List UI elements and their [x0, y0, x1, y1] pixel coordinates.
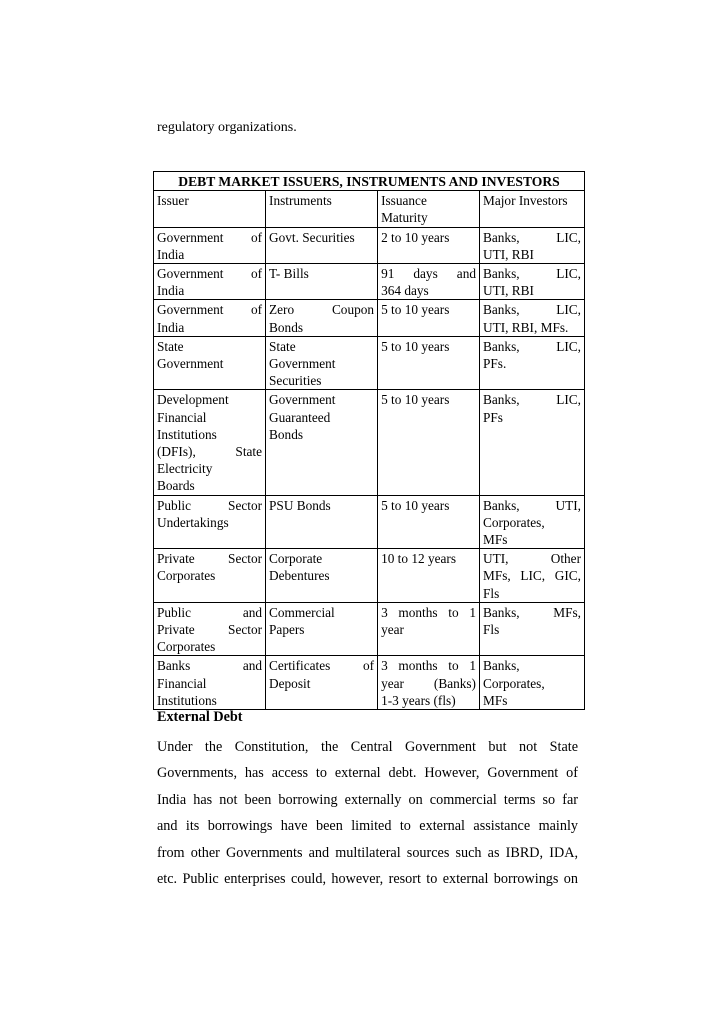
cell-line: MFs	[483, 692, 508, 708]
cell-line: India	[157, 283, 185, 299]
cell-line: Banks, LIC,	[483, 229, 581, 245]
table-row	[154, 656, 585, 710]
cell-line: Zero Coupon	[269, 302, 375, 318]
header-investors: Major Investors	[480, 191, 585, 227]
instrument-cell	[266, 264, 378, 300]
cell-line: Banks, MFs,	[483, 604, 581, 620]
cell-line: Papers	[269, 622, 305, 638]
header-maturity-line: Maturity	[381, 210, 428, 226]
issuer-cell	[154, 300, 266, 336]
header-maturity	[378, 191, 480, 227]
cell-line: 1-3 years (fls)	[381, 692, 456, 708]
investors-cell	[480, 264, 585, 300]
issuer-cell	[154, 390, 266, 495]
cell-line: Undertakings	[157, 514, 229, 530]
investors-cell	[480, 495, 585, 549]
investors-cell	[480, 227, 585, 263]
maturity-cell	[378, 390, 480, 495]
cell-line: 3 months to 1	[381, 604, 476, 620]
section-heading: External Debt	[157, 709, 243, 725]
cell-line: Boards	[157, 478, 195, 494]
table-row	[154, 602, 585, 656]
maturity-cell	[378, 602, 480, 656]
issuer-cell	[154, 227, 266, 263]
cell-line: 2 to 10 years	[381, 229, 450, 245]
cell-line: Securities	[269, 373, 322, 389]
table-body	[154, 227, 585, 709]
cell-line: Banks, LIC,	[483, 392, 581, 408]
maturity-cell	[378, 495, 480, 549]
cell-line: Corporates	[157, 639, 216, 655]
maturity-cell	[378, 227, 480, 263]
cell-line: Corporates,	[483, 675, 545, 691]
cell-line: Banks, LIC,	[483, 266, 581, 282]
cell-line: MFs	[483, 532, 508, 548]
cell-line: 364 days	[381, 283, 429, 299]
cell-line: Government of	[157, 266, 263, 282]
cell-line: 10 to 12 years	[381, 551, 457, 567]
table-row	[154, 336, 585, 390]
cell-line: Banks and	[157, 658, 263, 674]
cell-line: 91 days and	[381, 266, 476, 282]
cell-line: Institutions	[157, 426, 217, 442]
investors-cell	[480, 656, 585, 710]
cell-line: Corporate	[269, 551, 323, 567]
cell-line: Guaranteed	[269, 409, 331, 425]
cell-line: (DFIs), State	[157, 444, 263, 460]
header-issuer: Issuer	[154, 191, 266, 227]
cell-line: Fls	[483, 622, 500, 638]
maturity-cell	[378, 300, 480, 336]
issuer-cell	[154, 495, 266, 549]
debt-market-table	[153, 171, 585, 710]
instrument-cell	[266, 549, 378, 603]
cell-line: Government of	[157, 302, 263, 318]
body-paragraph	[157, 734, 578, 892]
table-row	[154, 390, 585, 495]
cell-line: Deposit	[269, 675, 311, 691]
investors-cell	[480, 602, 585, 656]
cell-line: India	[157, 246, 185, 262]
body-line: etc. Public enterprises could, however, resort to external borrowings on	[157, 871, 578, 888]
cell-line: Corporates,	[483, 514, 545, 530]
investors-cell	[480, 549, 585, 603]
instrument-cell	[266, 602, 378, 656]
cell-line: Public Sector	[157, 497, 263, 513]
cell-line: Government	[269, 392, 336, 408]
cell-line: Electricity	[157, 461, 213, 477]
cell-line: Banks, LIC,	[483, 302, 581, 318]
investors-cell	[480, 390, 585, 495]
cell-line: Government of	[157, 229, 263, 245]
cell-line: India	[157, 319, 185, 335]
header-maturity-line: Issuance	[381, 193, 427, 209]
cell-line: PFs.	[483, 356, 507, 372]
investors-cell	[480, 300, 585, 336]
cell-line: UTI, RBI, MFs.	[483, 319, 569, 335]
intro-text: regulatory organizations.	[157, 120, 297, 135]
issuer-cell	[154, 602, 266, 656]
issuer-cell	[154, 656, 266, 710]
cell-line: UTI, Other	[483, 551, 581, 567]
cell-line: Government	[269, 356, 336, 372]
cell-line: 3 months to 1	[381, 658, 476, 674]
cell-line: PSU Bonds	[269, 497, 331, 513]
table-row	[154, 264, 585, 300]
cell-line: 5 to 10 years	[381, 302, 450, 318]
instrument-cell	[266, 300, 378, 336]
cell-line: Banks, UTI,	[483, 497, 581, 513]
cell-line: Fls	[483, 585, 500, 601]
instrument-cell	[266, 390, 378, 495]
table-row	[154, 549, 585, 603]
cell-line: Institutions	[157, 692, 217, 708]
cell-line: year	[381, 622, 404, 638]
cell-line: Public and	[157, 604, 263, 620]
body-line: from other Governments and multilateral sources such as IBRD, IDA,	[157, 844, 578, 861]
investors-cell	[480, 336, 585, 390]
issuer-cell	[154, 549, 266, 603]
maturity-cell	[378, 656, 480, 710]
instrument-cell	[266, 227, 378, 263]
body-line: Governments, has access to external debt. However, Government of	[157, 765, 578, 782]
table-header-row	[154, 191, 585, 227]
cell-line: Debentures	[269, 568, 330, 584]
table-row	[154, 495, 585, 549]
instrument-cell	[266, 495, 378, 549]
cell-line: PFs	[483, 409, 503, 425]
cell-line: MFs, LIC, GIC,	[483, 568, 581, 584]
cell-line: T- Bills	[269, 266, 309, 282]
cell-line: Commercial	[269, 604, 335, 620]
cell-line: Bonds	[269, 426, 304, 442]
cell-line: Banks,	[483, 658, 520, 674]
cell-line: Govt. Securities	[269, 229, 355, 245]
cell-line: UTI, RBI	[483, 246, 534, 262]
header-instruments: Instruments	[266, 191, 378, 227]
instrument-cell	[266, 336, 378, 390]
maturity-cell	[378, 549, 480, 603]
cell-line: 5 to 10 years	[381, 497, 450, 513]
cell-line: 5 to 10 years	[381, 338, 450, 354]
cell-line: UTI, RBI	[483, 283, 534, 299]
body-line: India has not been borrowing externally on commercial terms so far	[157, 791, 578, 808]
cell-line: Private Sector	[157, 622, 263, 638]
cell-line: Bonds	[269, 319, 304, 335]
cell-line: Corporates	[157, 568, 216, 584]
maturity-cell	[378, 264, 480, 300]
body-line: and its borrowings have been limited to external assistance mainly	[157, 818, 578, 835]
cell-line: 5 to 10 years	[381, 392, 450, 408]
cell-line: Private Sector	[157, 551, 263, 567]
table-caption: DEBT MARKET ISSUERS, INSTRUMENTS AND INVESTORS	[154, 172, 585, 191]
body-line: Under the Constitution, the Central Government but not State	[157, 739, 578, 755]
cell-line: Government	[157, 356, 224, 372]
cell-line: Financial	[157, 675, 207, 691]
cell-line: Certificates of	[269, 658, 375, 674]
cell-line: State	[157, 338, 184, 354]
issuer-cell	[154, 336, 266, 390]
maturity-cell	[378, 336, 480, 390]
cell-line: State	[269, 338, 296, 354]
issuer-cell	[154, 264, 266, 300]
instrument-cell	[266, 656, 378, 710]
table-row	[154, 300, 585, 336]
table-row	[154, 227, 585, 263]
cell-line: Banks, LIC,	[483, 338, 581, 354]
cell-line: Development	[157, 392, 229, 408]
cell-line: Financial	[157, 409, 207, 425]
cell-line: year (Banks)	[381, 675, 476, 691]
